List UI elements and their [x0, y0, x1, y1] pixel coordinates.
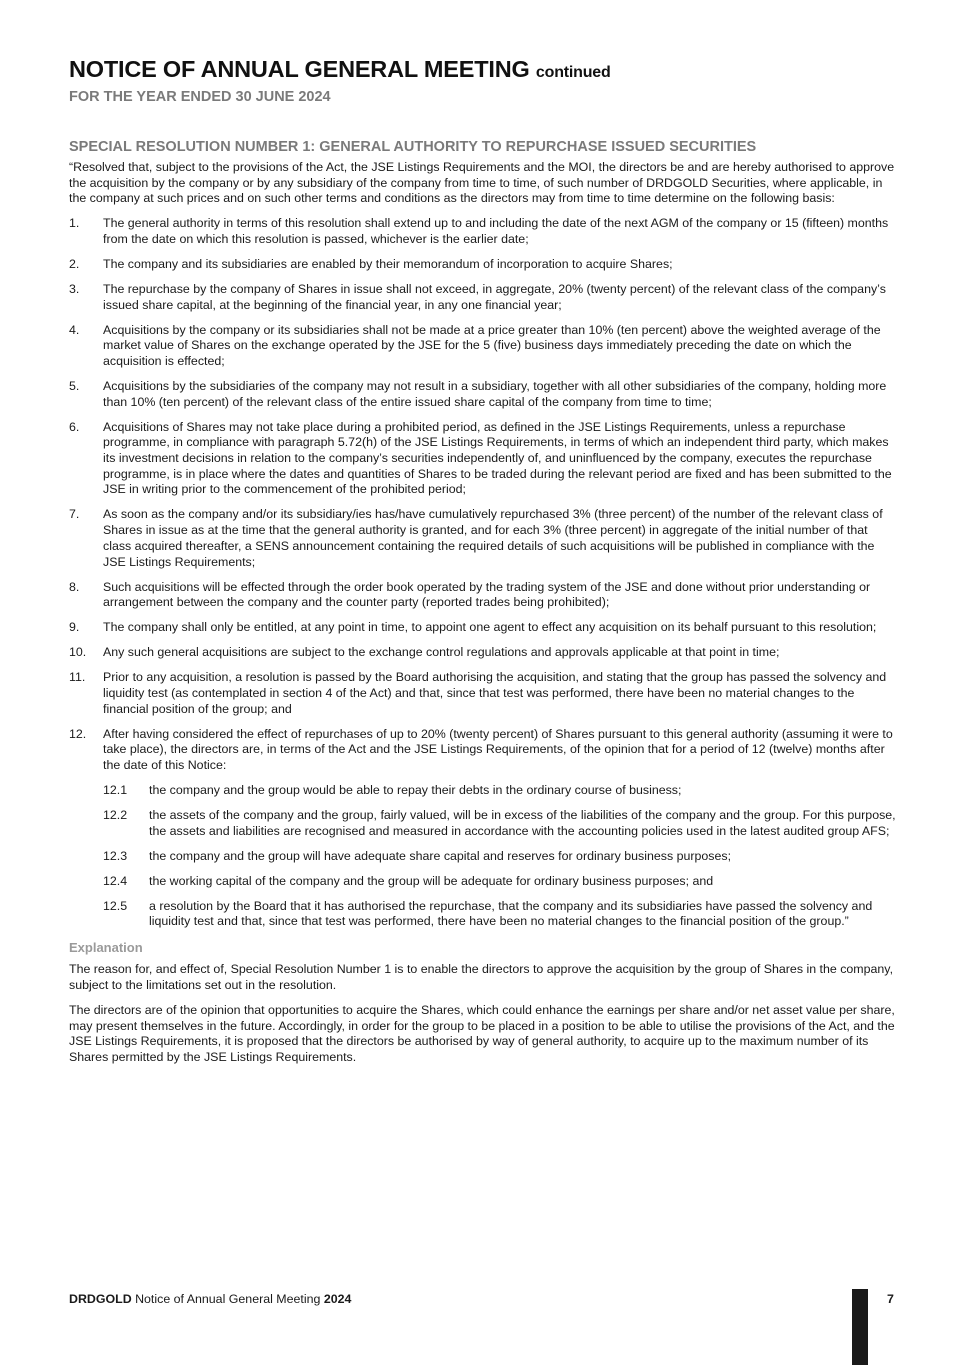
- list-item-number: 12.: [69, 726, 87, 741]
- list-item-text: As soon as the company and/or its subsidiary/ies has/have cumulatively repurchased 3% (three percent) of the number of the relevant class of Shares in issue as at the time that the general authority is granted, and for each 3% (three percent) in aggregate of the initial number of that class acquired thereafter, a SENS announcement containing the required details of such acquisitions will be published in compliance with the JSE Listings Requirements;: [103, 507, 883, 569]
- list-item-text: The general authority in terms of this resolution shall extend up to and including the date of the next AGM of the company or 15 (fifteen) months from the date on which this resolution is passed, whichever is the earlier date;: [103, 216, 889, 246]
- sublist-item: [69, 808, 899, 839]
- footer-doc-name: Notice of Annual General Meeting: [135, 1292, 321, 1306]
- page-title: NOTICE OF ANNUAL GENERAL MEETING continued: [69, 56, 611, 82]
- footer-bar: [852, 1289, 868, 1365]
- sublist-item-number: 12.2: [103, 808, 128, 823]
- sublist-item: [69, 899, 899, 930]
- list-item-number: 3.: [69, 281, 80, 296]
- list-item: [69, 645, 899, 661]
- list-item-number: 6.: [69, 419, 80, 434]
- sublist-item-text: a resolution by the Board that it has authorised the repurchase, that the company and its subsidiaries have passed the solvency and liquidity test and that, since that test was performed, there have been no material changes to the financial position of the group.”: [149, 898, 873, 929]
- sublist-item-number: 12.4: [103, 873, 128, 888]
- section-heading: SPECIAL RESOLUTION NUMBER 1: GENERAL AUTHORITY TO REPURCHASE ISSUED SECURITIES: [69, 139, 757, 155]
- list-item: [69, 282, 899, 313]
- page-subtitle: FOR THE YEAR ENDED 30 JUNE 2024: [69, 89, 331, 105]
- list-item-text: The repurchase by the company of Shares in issue shall not exceed, in aggregate, 20% (twenty percent) of the relevant class of the company’s issued share capital, at the beginning of the financial year, in any one financial year;: [103, 281, 886, 312]
- sublist-item: [69, 849, 899, 865]
- explanation-paragraph: The directors are of the opinion that opportunities to acquire the Shares, which could enhance the earnings per share and/or net asset value per share, may present themselves in the future. Accordingly, in order for the group to be placed in a position to be able to utilise the provisions of the Act, and the JSE Listings Requirements, it is proposed that the directors be authorised by way of general authority, to acquire up to the maximum number of its Shares permitted by the JSE Listings Requirements.: [69, 1002, 895, 1064]
- list-item-text: Acquisitions by the company or its subsidiaries shall not be made at a price greater than 10% (ten percent) above the weighted average of the market value of Shares on the exchange operated by the JSE for the 5 (five) business days immediately preceding the date on which the acquisition is effected;: [103, 322, 881, 368]
- list-item-number: 11.: [69, 670, 86, 685]
- resolution-sublist: [69, 783, 899, 930]
- explanation-paragraph: The reason for, and effect of, Special Resolution Number 1 is to enable the directors to approve the acquisition by the group of Shares in the company, subject to the limitations set out in the resolution.: [69, 962, 894, 993]
- sublist-item: [69, 783, 899, 799]
- sublist-item-text: the assets of the company and the group, fairly valued, will be in excess of the liabilities of the company and the group. For this purpose, the assets and liabilities are recognised and measured in accordance with the accounting policies used in the latest audited group AFS;: [149, 808, 896, 838]
- list-item-text: Acquisitions by the subsidiaries of the company may not result in a subsidiary, together with all other subsidiaries of the company, holding more than 10% (ten percent) of the relevant class of the entire issued share capital of the company from time to time;: [103, 378, 887, 409]
- list-item: [69, 420, 899, 499]
- list-item-text: Acquisitions of Shares may not take place during a prohibited period, as defined in the JSE Listings Requirements, unless a repurchase programme, in compliance with paragraph 5.72(h) of the JSE Listings Requirements, in terms of which an independent third party, which makes its investment decisions in relation to the company’s securities independently of, and uninfluenced by the company, executes the repurchase programme, is in place where the dates and quantities of Shares to be traded during the relevant period are fixed and has been submitted to the JSE in writing prior to the commencement of the prohibited period;: [103, 419, 892, 497]
- page-number: 7: [887, 1292, 894, 1306]
- list-item-number: 7.: [69, 507, 80, 522]
- list-item-number: 4.: [69, 322, 80, 337]
- sublist-item-text: the company and the group will have adequate share capital and reserves for ordinary business purposes;: [149, 848, 732, 863]
- sublist-item-number: 12.3: [103, 848, 128, 863]
- list-item: [69, 323, 899, 370]
- list-item: [69, 379, 899, 410]
- sublist-item-text: the company and the group would be able to repay their debts in the ordinary course of business;: [149, 783, 682, 798]
- sublist-item-number: 12.1: [103, 783, 128, 798]
- explanation-section: [69, 939, 899, 1065]
- resolution-intro: “Resolved that, subject to the provisions of the Act, the JSE Listings Requirements and the MOI, the directors be and are hereby authorised to approve the acquisition by the company or by any subsidiary of the company from time to time, of such number of DRDGOLD Securities, where applicable, in the company at such prices and on such other terms and conditions as the directors may from time to time determine on the following basis:: [69, 160, 895, 206]
- list-item: [69, 727, 899, 774]
- sublist-item-text: the working capital of the company and the group will be adequate for ordinary business purposes; and: [149, 873, 714, 888]
- explanation-heading: Explanation: [69, 940, 143, 956]
- list-item-text: The company shall only be entitled, at any point in time, to appoint one agent to effect any acquisition on its behalf pursuant to this resolution;: [103, 620, 877, 635]
- sublist-item-number: 12.5: [103, 898, 128, 913]
- title-suffix: continued: [535, 64, 611, 81]
- list-item-number: 8.: [69, 579, 80, 594]
- list-item: [69, 670, 899, 717]
- resolution-list: [69, 216, 899, 774]
- list-item-text: The company and its subsidiaries are enabled by their memorandum of incorporation to acquire Shares;: [103, 256, 673, 271]
- list-item-text: After having considered the effect of repurchases of up to 20% (twenty percent) of Shares pursuant to this general authority (assuming it were to take place), the directors are, in terms of the Act and the JSE Listings Requirements, of the opinion that for a period of 12 (twelve) months after the date of this Notice:: [103, 726, 893, 773]
- sublist-item: [69, 874, 899, 890]
- list-item-number: 5.: [69, 378, 80, 393]
- list-item: [69, 257, 899, 273]
- list-item: [69, 507, 899, 570]
- list-item-text: Any such general acquisitions are subject to the exchange control regulations and approvals applicable at that point in time;: [103, 645, 780, 660]
- list-item-number: 9.: [69, 620, 80, 635]
- page-content: [69, 55, 899, 1075]
- footer-year: 2024: [323, 1292, 352, 1306]
- list-item-number: 1.: [69, 216, 80, 231]
- footer-doc-title: [69, 1292, 351, 1306]
- list-item: [69, 216, 899, 247]
- list-item-number: 2.: [69, 256, 80, 271]
- list-item: [69, 620, 899, 636]
- list-item-number: 10.: [69, 645, 87, 660]
- list-item: [69, 580, 899, 611]
- list-item-text: Prior to any acquisition, a resolution is passed by the Board authorising the acquisition, and stating that the group has passed the solvency and liquidity test (as contemplated in section 4 of the Act) and that, since that test was performed, there have been no material changes to the financial position of the group; and: [103, 670, 887, 716]
- footer-company: DRDGOLD: [69, 1292, 132, 1306]
- list-item-text: Such acquisitions will be effected through the order book operated by the trading system of the JSE and done without prior understanding or arrangement between the company and the counter party (reported trades being prohibited);: [103, 579, 871, 610]
